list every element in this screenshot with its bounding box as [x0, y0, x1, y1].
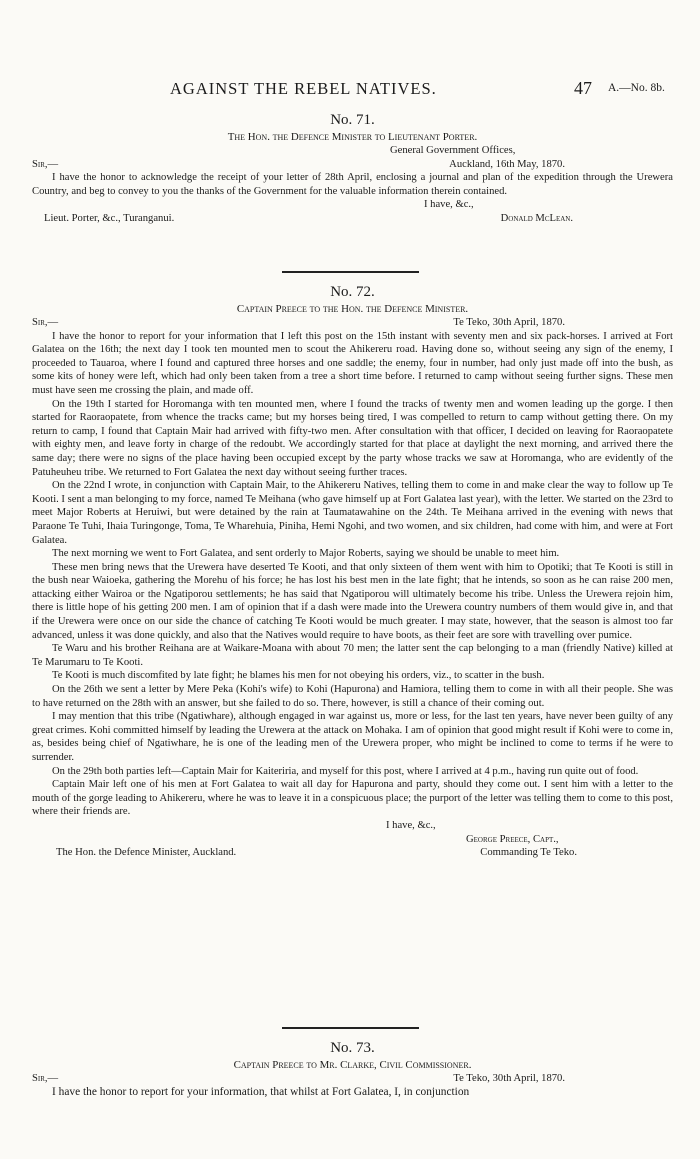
- place-date: Auckland, 16th May, 1870.: [449, 158, 565, 170]
- paragraph: I have the honor to report for your information that I left this post on the 15th instant with seventy men and six pack-horses. I arrived at Fort Galatea on the 16th; the next day I took ten mounted men to scout the Ahikereru road. Having done so, without seeing any sign of the enemy, I proceeded to Tauaroa, where I found and captured three horses and one saddle; the enemy, four in number, had only just made off into the bush, as some kits of honey were left, which had only been taken from a tree a short time before. I returned to camp without seeing further signs. These men must have seen me crossing the plain, and made off.: [32, 330, 673, 396]
- paragraph: Te Kooti is much discomfited by late fight; he blames his men for not obeying his orders, viz., to scatter in the bush.: [52, 670, 545, 682]
- paragraph: On the 19th I started for Horomanga with ten mounted men, where I found the tracks of twenty men and women leading up the gorge. I then started for Raoraopatete, from whence the tracks came; but my horses being tired, I was compelled to return to camp without getting there. On my return to camp, I found that Captain Mair had arrived with fifty-two men. After consultation with that officer, I decided on leaving for Raoraopatete with eighty men, and leave forty in charge of the redoubt. We accordingly started for that place at daylight the next morning, and arrived there the same day; there were no signs of the place having been occupied except by the party whose tracks we saw at Horomanga, who are evidently of the Patuheuheu tribe. We returned to Fort Galatea the next day without seeing further traces.: [32, 398, 673, 478]
- paragraph: On the 29th both parties left—Captain Mair for Kaiteriria, and myself for this post, where I arrived at 4 p.m., having run quite out of food.: [52, 765, 639, 777]
- letter-number: No. 72.: [330, 284, 375, 300]
- signature: Donald McLean.: [500, 212, 573, 224]
- divider-rule: [282, 271, 419, 273]
- signature-row: [32, 212, 673, 226]
- letter-heading: Captain Preece to Mr. Clarke, Civil Commissioner.: [233, 1059, 472, 1071]
- letter-71: [32, 110, 673, 226]
- place-date: Te Teko, 30th April, 1870.: [453, 1073, 565, 1084]
- salutation-row: [32, 1072, 673, 1086]
- paragraph: I may mention that this tribe (Ngatiwhare), although engaged in war against us, more or less, for the last ten years, have never been guilty of any great crimes. Kohi committed himself by leading the Urewera at the attack on Mohaka. I am of opinion that good might result if Kohi were to come in, as, besides being chief of Ngatiwhare, he is one of the leading men of the Urewera proper, who might be inclined to come to terms if he were to surrender.: [32, 711, 673, 763]
- addressee: Lieut. Porter, &c., Turanganui.: [44, 212, 175, 224]
- paragraph: Te Waru and his brother Reihana are at Waikare-Moana with about 70 men; the latter sent the cap belonging to a man (friendly Native) killed at Te Marumaru to Te Kooti.: [32, 643, 673, 668]
- paper-reference: A.—No. 8b.: [608, 82, 665, 94]
- letter-number: No. 73.: [330, 1040, 375, 1056]
- place-date: Te Teko, 30th April, 1870.: [453, 317, 565, 328]
- signature-row: [32, 846, 673, 860]
- salutation: Sir,—: [32, 1073, 59, 1084]
- letter-heading: The Hon. the Defence Minister to Lieutenant Porter.: [227, 131, 478, 143]
- salutation: Sir,—: [32, 158, 59, 170]
- paragraph: Captain Mair left one of his men at Fort Galatea to wait all day for Hapurona and party, should they come out. I sent him with a letter to the mouth of the gorge leading to Ahikereru, where he was to leave it in a conspicuous place; the purport of the letter was telling them to come to this post, where their friends are.: [32, 779, 673, 818]
- page-number: 47: [574, 78, 592, 98]
- letter-address: General Government Offices,: [390, 145, 516, 156]
- paragraph: I have the honor to report for your information, that whilst at Fort Galatea, I, in conjunction: [52, 1085, 470, 1098]
- paragraph: On the 26th we sent a letter by Mere Peka (Kohi's wife) to Kohi (Hapurona) and Hamiora, telling them to come in with all their people. She was to have returned on the 28th with an answer, but she failed to do so. There, however, is still a chance of their coming out.: [32, 684, 673, 709]
- paragraph: The next morning we went to Fort Galatea, and sent orderly to Major Roberts, saying we should be unable to meet him.: [52, 548, 560, 560]
- letter-number: No. 71.: [330, 112, 375, 128]
- closing: I have, &c.,: [424, 199, 474, 211]
- divider-rule: [282, 1027, 419, 1029]
- letter-heading: Captain Preece to the Hon. the Defence Minister.: [236, 303, 469, 315]
- paragraph: These men bring news that the Urewera have deserted Te Kooti, and that only sixteen of them went with him to Opotiki; that Te Kooti is still in the bush near Waioeka, gathering the Morehu of his force; he has lost his best men in the late fight; that he intends, so soon as he can raise 200 men, attacking either Wairoa or the Ngatiporou settlements; he has said that Ngatiporou will ultimately become his tribe. Unless the Urewera rejoin him, there is little hope of his getting 200 men. I am of opinion that if a dash were made into the Urewera country numbers of them would give in, and that if the Urewera were once on our side the chance of catching Te Kooti would be much greater. I may state, however, that the season is almost too far advanced, unless it was done quickly, and also that the Natives would require to have boots, as their feet are sore with travelling over pumice.: [32, 561, 673, 641]
- signature-title: Commanding Te Teko.: [480, 847, 577, 859]
- letter-73: [32, 1038, 673, 1099]
- signature: George Preece, Capt.,: [466, 833, 559, 845]
- salutation-row: [32, 158, 673, 172]
- closing: I have, &c.,: [386, 819, 436, 831]
- header-title: AGAINST THE REBEL NATIVES.: [170, 79, 437, 98]
- paragraph: I have the honor to acknowledge the receipt of your letter of 28th April, enclosing a journal and plan of the expedition through the Urewera Country, and beg to convey to you the thanks of the Government for the valuable information therein contained.: [32, 172, 673, 197]
- salutation-row: [32, 316, 673, 330]
- running-header: [0, 79, 700, 99]
- salutation: Sir,—: [32, 317, 59, 328]
- letter-72: [32, 282, 673, 860]
- paragraph: On the 22nd I wrote, in conjunction with Captain Mair, to the Ahikereru Natives, telling them to come in and make clear the way to follow up Te Kooti. I sent a man belonging to my force, named Te Meihana (who gave himself up at Fort Galatea last year), with the letter. We started on the 23rd to meet Major Roberts at Heruiwi, but were detained by the rain at Taumatawahine on the 24th. Te Meihana arrived in the evening with news that Paraone Te Tuhi, Ihaia Turingonge, Toma, Te Wharehuia, Piniha, Hemi Ngohi, and two women, and six children, had come with him, and were at Fort Galatea.: [32, 480, 673, 546]
- addressee: The Hon. the Defence Minister, Auckland.: [56, 847, 237, 859]
